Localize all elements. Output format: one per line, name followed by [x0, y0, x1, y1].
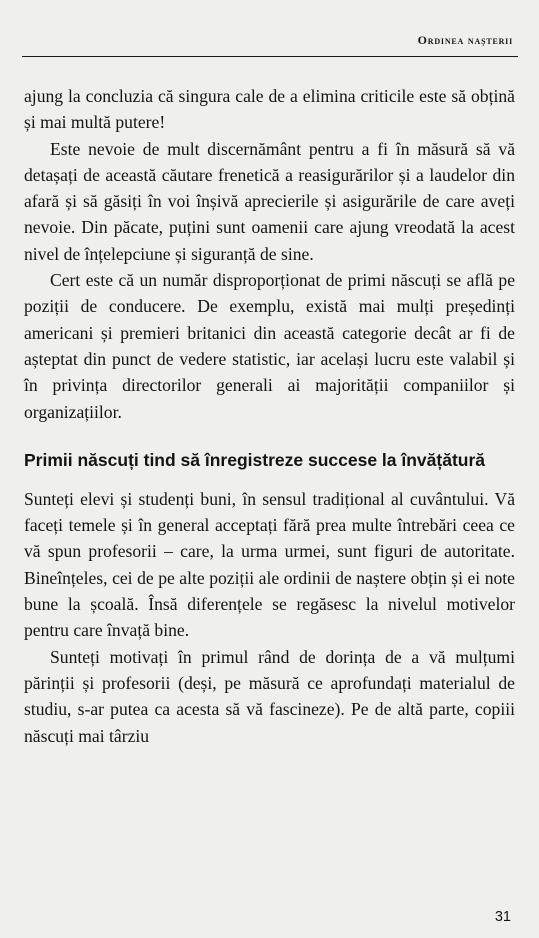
- paragraph: ajung la concluzia că singura cale de a elimina criticile este să obțină și mai multă putere!: [24, 86, 515, 133]
- running-header: Ordinea nașterii: [417, 33, 513, 47]
- body-text: [24, 83, 515, 749]
- header-rule: [22, 56, 518, 57]
- paragraph: Sunteți motivați în primul rând de dorința de a vă mulțumi părinții și profesorii (deși, pe măsură ce aprofundați materialul de studiu, s-ar putea ca acesta să vă fascineze). Pe de altă parte, copiii născuți mai târziu: [24, 646, 515, 746]
- paragraph: Sunteți elevi și studenți buni, în sensul tradițional al cuvântului. Vă faceți temele și în general acceptați fără prea multe întrebări ceea ce vă spun profesorii – care, la urma urmei, sunt figuri de autoritate. Bineînțeles, cei de pe alte poziții ale ordinii de naștere obțin și ei note bune la școală. Însă diferențele se regăsesc la nivelul motivelor pentru care învață bine.: [24, 488, 515, 641]
- section-heading: Primii născuți tind să înregistreze succese la învățătură: [24, 449, 486, 470]
- paragraph: Este nevoie de mult discernământ pentru a fi în măsură să vă detașați de această căutare frenetică a reasigurărilor și a laudelor din afară și să găsiți în voi înșivă aprecierile și asigurările de care aveți nevoie. Din păcate, puțini sunt oamenii care ajung vreodată la acest nivel de înțelepciune și siguranță de sine.: [24, 138, 515, 264]
- page-number: 31: [494, 909, 511, 925]
- paragraph: Cert este că un număr disproporționat de primi născuți se află pe poziții de conducere. De exemplu, există mai mulți președinți americani și premieri britanici din această categorie decât ar fi de așteptat din punct de vedere statistic, iar același lucru este valabil și în privința directorilor generali ai majorității companiilor și organizațiilor.: [24, 270, 515, 422]
